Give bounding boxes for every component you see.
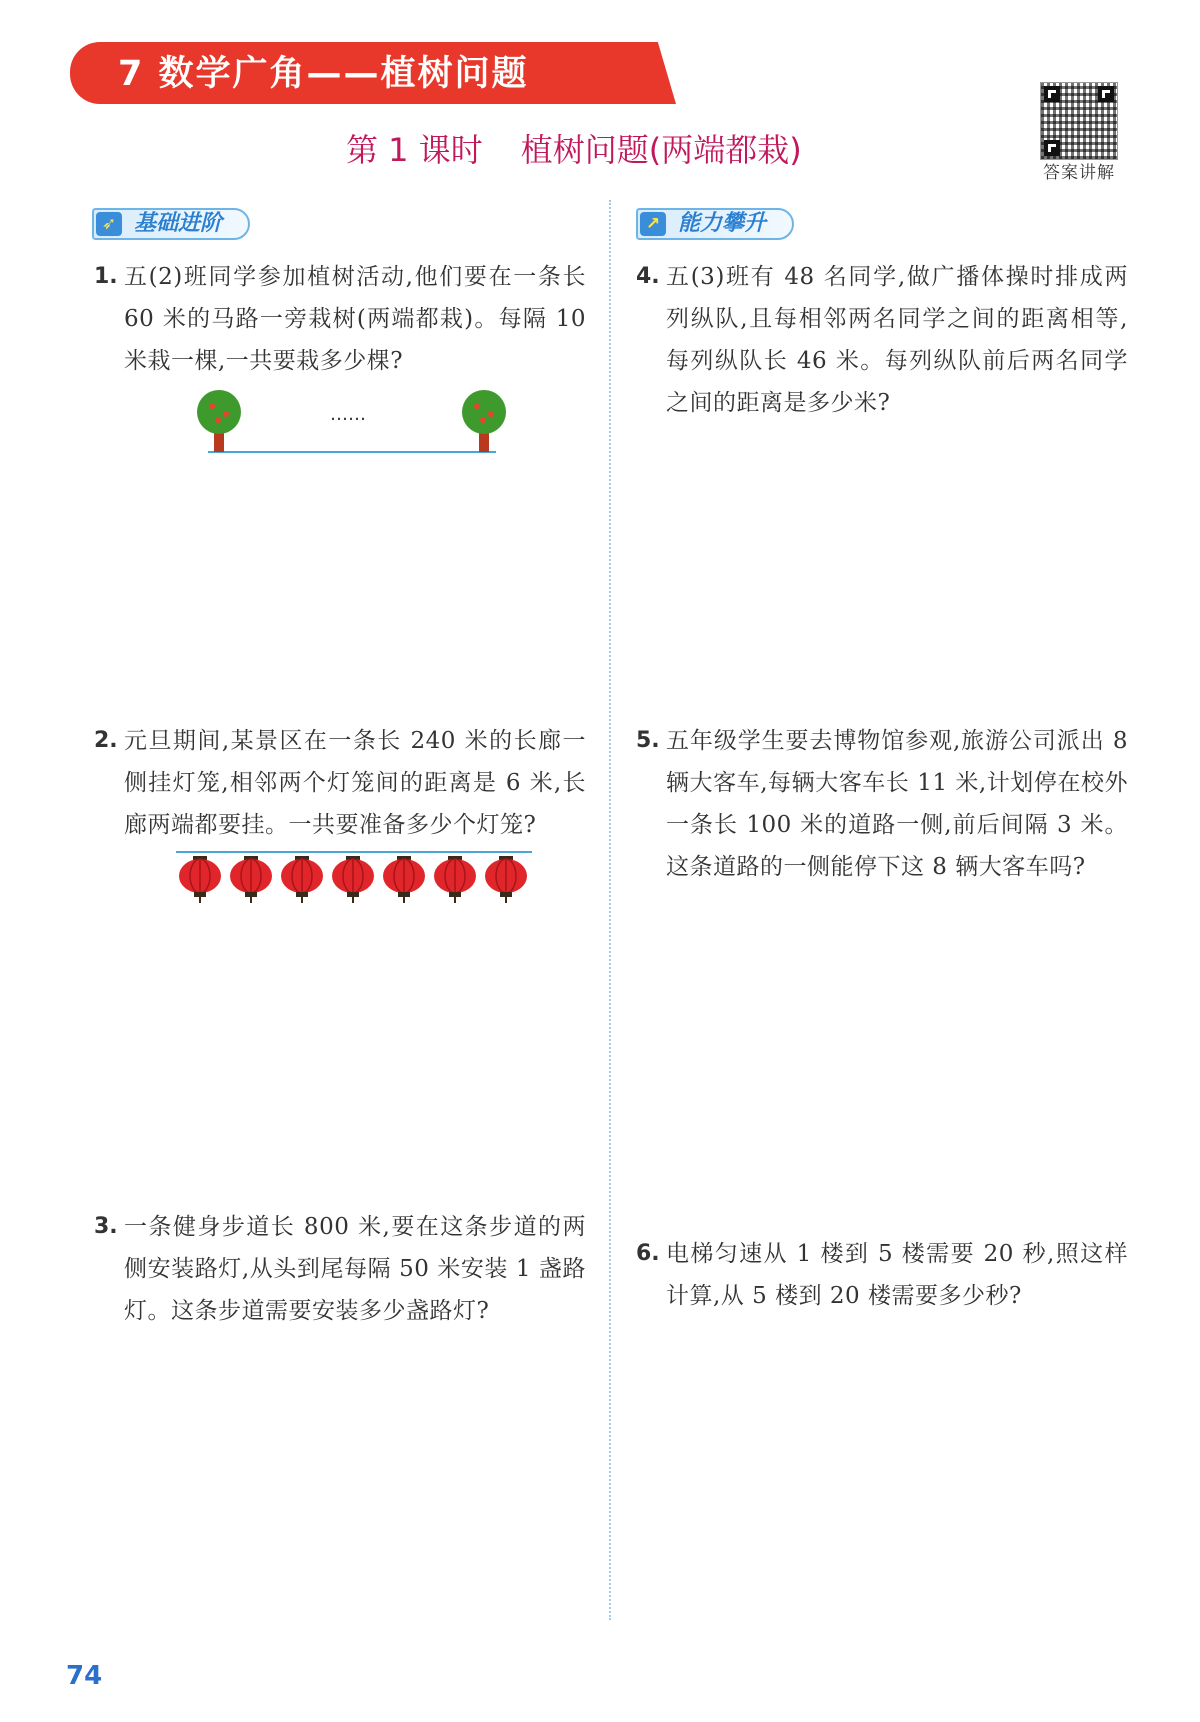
question-text: 元旦期间,某景区在一条长 240 米的长廊一侧挂灯笼,相邻两个灯笼间的距离是 6 米,长廊两端都要挂。一共要准备多少个灯笼? [124, 728, 586, 838]
lantern-illustration [176, 848, 536, 904]
question-text: 五(3)班有 48 名同学,做广播体操时排成两列纵队,且每相邻两名同学之间的距离相等,每列纵队长 46 米。每列纵队前后两名同学之间的距离是多少米? [666, 264, 1128, 416]
red-lantern-icon [383, 856, 425, 903]
question-text: 五(2)班同学参加植树活动,他们要在一条长 60 米的马路一旁栽树(两端都栽)。每隔 10 米栽一棵,一共要栽多少棵? [124, 264, 586, 374]
qr-code-icon[interactable] [1040, 82, 1118, 160]
red-lantern-icon [179, 856, 221, 903]
question-text: 五年级学生要去博物馆参观,旅游公司派出 8 辆大客车,每辆大客车长 11 米,计划停在校外一条长 100 米的道路一侧,前后间隔 3 米。这条道路的一侧能停下这 8 辆大客车吗? [666, 728, 1128, 880]
qr-code-label: 答案讲解 [1043, 163, 1115, 183]
red-lantern-icon [230, 856, 272, 903]
question-number: 3. [94, 1214, 118, 1239]
question-text: 一条健身步道长 800 米,要在这条步道的两侧安装路灯,从头到尾每隔 50 米安装 1 盏路灯。这条步道需要安装多少盏路灯? [124, 1214, 586, 1324]
section-tag-basic [92, 208, 250, 240]
tree-icon [462, 390, 506, 452]
running-person-icon: ➶ [96, 212, 122, 236]
question-number: 4. [636, 264, 660, 289]
chapter-title: 7 数学广角——植树问题 [118, 54, 529, 94]
question-number: 2. [94, 728, 118, 753]
red-lantern-icon [485, 856, 527, 903]
section-tag-advanced [636, 208, 794, 240]
lesson-number: 第 1 课时 [346, 131, 483, 169]
section-label-basic: 基础进阶 [134, 211, 223, 236]
question-number: 1. [94, 264, 118, 289]
tree-illustration [190, 388, 520, 458]
tree-ellipsis: …… [330, 404, 366, 425]
question-number: 5. [636, 728, 660, 753]
red-lantern-icon [332, 856, 374, 903]
lesson-topic: 植树问题(两端都栽) [520, 131, 802, 169]
lesson-title [346, 126, 802, 174]
section-label-advanced: 能力攀升 [678, 211, 767, 236]
column-divider [609, 200, 611, 1620]
page-number: 74 [66, 1661, 103, 1691]
question-text: 电梯匀速从 1 楼到 5 楼需要 20 秒,照这样计算,从 5 楼到 20 楼需要多少秒? [666, 1241, 1128, 1309]
question-number: 6. [636, 1241, 660, 1266]
climbing-person-icon: ↗ [640, 212, 666, 236]
red-lantern-icon [281, 856, 323, 903]
tree-icon [197, 390, 241, 452]
red-lantern-icon [434, 856, 476, 903]
